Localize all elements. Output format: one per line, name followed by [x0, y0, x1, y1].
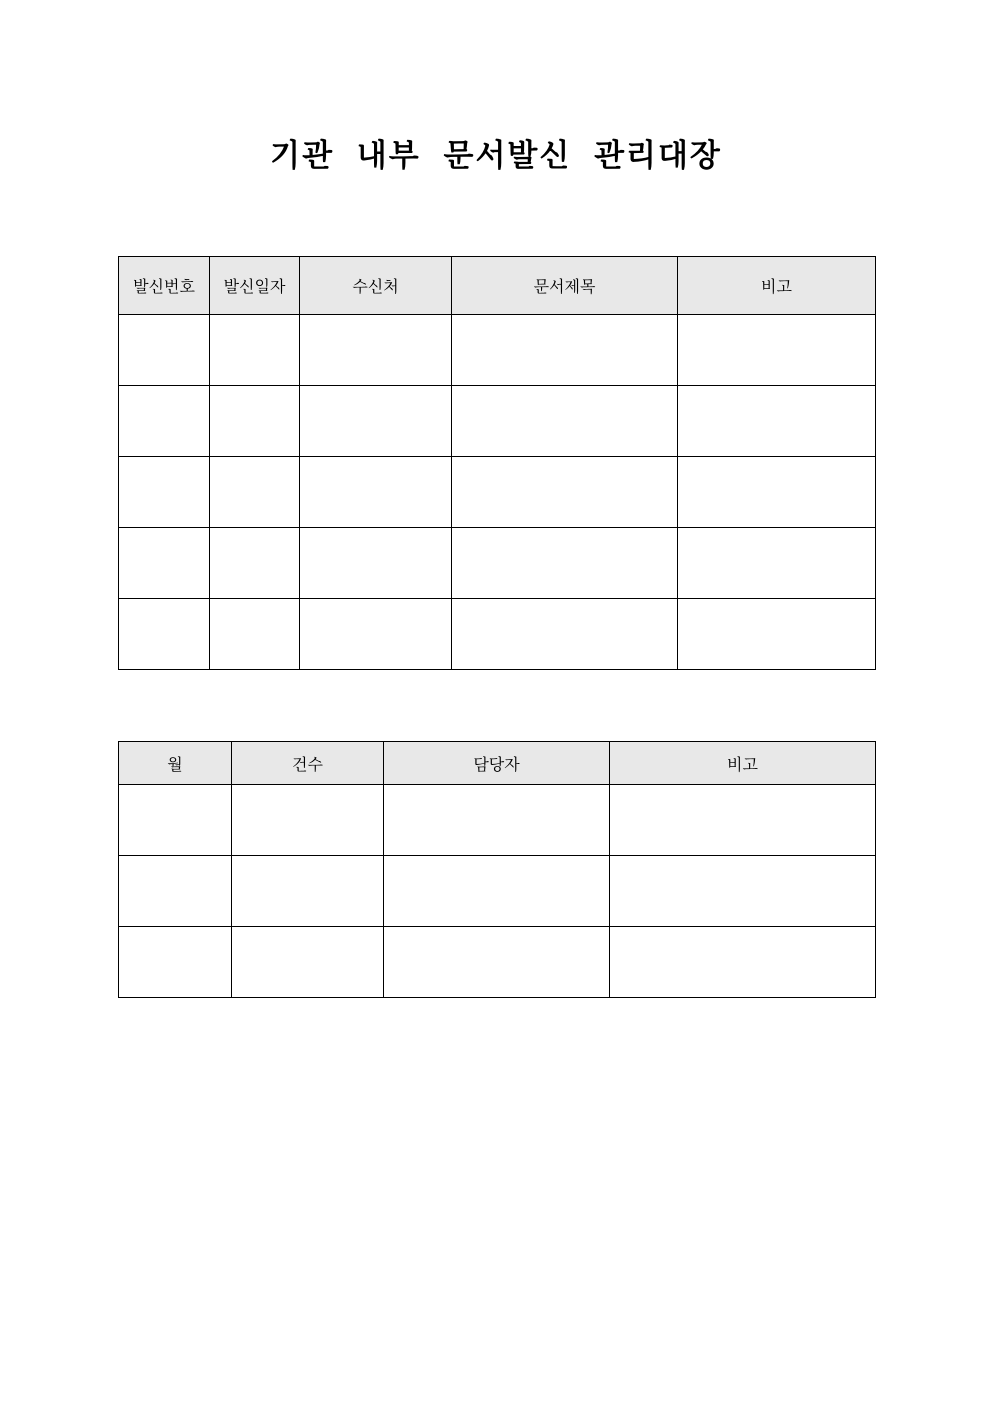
header-document-title: 문서제목 [452, 257, 678, 315]
table-cell[interactable] [452, 315, 678, 386]
header-remarks: 비고 [678, 257, 876, 315]
table-cell[interactable] [452, 457, 678, 528]
table-row [119, 315, 876, 386]
table-cell[interactable] [119, 457, 210, 528]
table-row [119, 927, 876, 998]
table-cell[interactable] [300, 599, 452, 670]
table-cell[interactable] [210, 457, 300, 528]
table-cell[interactable] [119, 856, 232, 927]
table-cell[interactable] [210, 315, 300, 386]
table-row [119, 785, 876, 856]
table-cell[interactable] [678, 315, 876, 386]
page-title: 기관 내부 문서발신 관리대장 [270, 138, 722, 174]
table-row [119, 386, 876, 457]
table-row [119, 599, 876, 670]
table-cell[interactable] [452, 528, 678, 599]
header-send-date: 발신일자 [210, 257, 300, 315]
table-cell[interactable] [384, 785, 610, 856]
table-cell[interactable] [232, 856, 384, 927]
table-cell[interactable] [678, 457, 876, 528]
header-count: 건수 [232, 742, 384, 785]
table-cell[interactable] [300, 528, 452, 599]
header-send-number: 발신번호 [119, 257, 210, 315]
send-log-header-row [119, 257, 876, 315]
header-remarks: 비고 [610, 742, 876, 785]
table-cell[interactable] [610, 856, 876, 927]
table-row [119, 856, 876, 927]
summary-header-row [119, 742, 876, 785]
table-cell[interactable] [384, 856, 610, 927]
table-cell[interactable] [610, 785, 876, 856]
table-row [119, 457, 876, 528]
table-cell[interactable] [300, 386, 452, 457]
table-cell[interactable] [678, 528, 876, 599]
table-cell[interactable] [119, 785, 232, 856]
header-month: 월 [119, 742, 232, 785]
table-cell[interactable] [452, 599, 678, 670]
table-cell[interactable] [678, 599, 876, 670]
table-cell[interactable] [384, 927, 610, 998]
send-log-table [118, 256, 876, 670]
table-cell[interactable] [610, 927, 876, 998]
table-cell[interactable] [119, 528, 210, 599]
table-cell[interactable] [210, 528, 300, 599]
table-cell[interactable] [119, 599, 210, 670]
table-cell[interactable] [119, 927, 232, 998]
monthly-summary-table [118, 741, 876, 998]
table-cell[interactable] [119, 315, 210, 386]
table-cell[interactable] [210, 386, 300, 457]
table-cell[interactable] [300, 315, 452, 386]
table-cell[interactable] [678, 386, 876, 457]
table-cell[interactable] [232, 927, 384, 998]
table-cell[interactable] [210, 599, 300, 670]
table-cell[interactable] [232, 785, 384, 856]
header-recipient: 수신처 [300, 257, 452, 315]
table-row [119, 528, 876, 599]
table-cell[interactable] [119, 386, 210, 457]
header-person-in-charge: 담당자 [384, 742, 610, 785]
table-cell[interactable] [300, 457, 452, 528]
table-cell[interactable] [452, 386, 678, 457]
